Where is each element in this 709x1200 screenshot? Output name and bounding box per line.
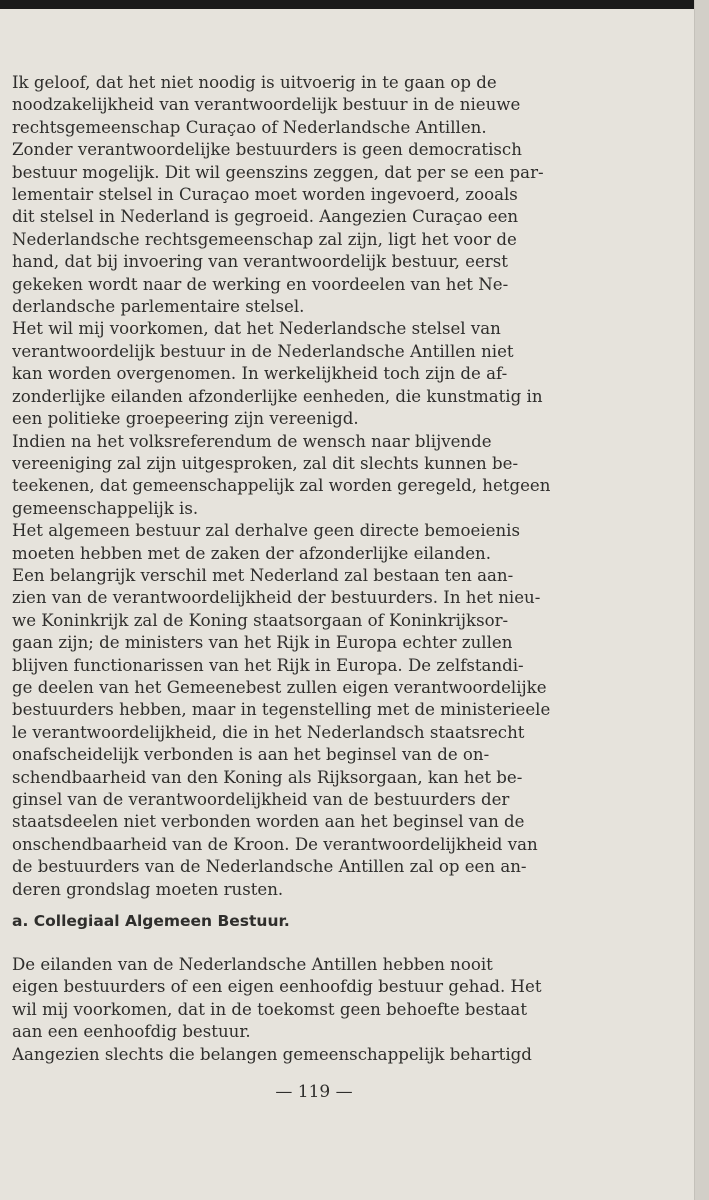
text-line: derlandsche parlementaire stelsel.	[12, 297, 305, 317]
text-line: bestuur mogelijk. Dit wil geenszins zeggen, dat per se een par-	[12, 162, 544, 182]
text-line: Ik geloof, dat het niet noodig is uitvoerig in te gaan op de	[12, 73, 497, 92]
text-line: moeten hebben met de zaken der afzonderlijke eilanden.	[12, 543, 492, 563]
text-line: onafscheidelijk verbonden is aan het beginsel van de on-	[12, 745, 490, 765]
text-line: gemeenschappelijk is.	[12, 498, 199, 518]
text-line: ginsel van de verantwoordelijkheid van de bestuurders der	[12, 790, 510, 809]
text-line: teekenen, dat gemeenschappelijk zal worden geregeld, hetgeen	[12, 476, 551, 496]
page-number: — 119 —	[275, 1082, 353, 1102]
text-line: onschendbaarheid van de Kroon. De verantwoordelijkheid van	[12, 834, 538, 854]
text-line: Het algemeen bestuur zal derhalve geen directe bemoeienis	[12, 521, 520, 541]
text-line: Aangezien slechts die belangen gemeenschappelijk behartigd	[12, 1044, 532, 1064]
scan-right-margin	[694, 0, 709, 1200]
text-line: de bestuurders van de Nederlandsche Antillen zal op een an-	[12, 857, 527, 877]
text-line: aan een eenhoofdig bestuur.	[12, 1022, 251, 1042]
text-line: lementair stelsel in Curaçao moet worden ingevoerd, zooals	[12, 185, 518, 205]
text-line: hand, dat bij invoering van verantwoordelijk bestuur, eerst	[12, 252, 508, 272]
text-line: zien van de verantwoordelijkheid der bestuurders. In het nieu-	[12, 588, 541, 608]
text-line: Zonder verantwoordelijke bestuurders is geen democratisch	[12, 140, 522, 160]
text-line: wil mij voorkomen, dat in de toekomst geen behoefte bestaat	[12, 999, 527, 1019]
scan-top-edge	[0, 0, 709, 9]
text-line: eigen bestuurders of een eigen eenhoofdig bestuur gehad. Het	[12, 977, 542, 997]
text-line: staatsdeelen niet verbonden worden aan het beginsel van de	[12, 812, 525, 832]
section-heading: a. Collegiaal Algemeen Bestuur.	[12, 912, 290, 930]
text-line: le verantwoordelijkheid, die in het Nederlandsch staatsrecht	[12, 722, 525, 742]
text-line: bestuurders hebben, maar in tegenstelling met de ministerieele	[12, 700, 551, 720]
text-line: verantwoordelijk bestuur in de Nederlandsche Antillen niet	[12, 341, 514, 361]
text-line: Nederlandsche rechtsgemeenschap zal zijn, ligt het voor de	[12, 229, 517, 249]
text-line: De eilanden van de Nederlandsche Antillen hebben nooit	[12, 955, 493, 974]
text-line: ge deelen van het Gemeenebest zullen eigen verantwoordelijke	[12, 677, 547, 697]
text-line: Indien na het volksreferendum de wensch naar blijvende	[12, 431, 492, 451]
body-text	[12, 72, 628, 901]
text-line: gekeken wordt naar de werking en voordeelen van het Ne-	[12, 274, 509, 294]
text-line: zonderlijke eilanden afzonderlijke eenheden, die kunstmatig in	[12, 386, 543, 406]
text-line: dit stelsel in Nederland is gegroeid. Aangezien Curaçao een	[12, 207, 519, 227]
text-line: Een belangrijk verschil met Nederland zal bestaan ten aan-	[12, 565, 514, 585]
text-line: rechtsgemeenschap Curaçao of Nederlandsche Antillen.	[12, 117, 487, 137]
text-line: deren grondslag moeten rusten.	[12, 879, 284, 899]
text-line: een politieke groepeering zijn vereenigd.	[12, 409, 359, 429]
text-line: we Koninkrijk zal de Koning staatsorgaan of Koninkrijksor-	[12, 610, 509, 630]
text-line: Het wil mij voorkomen, dat het Nederlandsche stelsel van	[12, 319, 501, 339]
text-line: schendbaarheid van den Koning als Rijksorgaan, kan het be-	[12, 767, 523, 787]
body-text-continued	[12, 954, 628, 1066]
text-line: kan worden overgenomen. In werkelijkheid toch zijn de af-	[12, 364, 508, 384]
text-line: blijven functionarissen van het Rijk in Europa. De zelfstandi-	[12, 655, 524, 675]
text-line: noodzakelijkheid van verantwoordelijk bestuur in de nieuwe	[12, 95, 521, 115]
text-line: gaan zijn; de ministers van het Rijk in Europa echter zullen	[12, 633, 513, 653]
text-line: vereeniging zal zijn uitgesproken, zal dit slechts kunnen be-	[12, 453, 519, 473]
